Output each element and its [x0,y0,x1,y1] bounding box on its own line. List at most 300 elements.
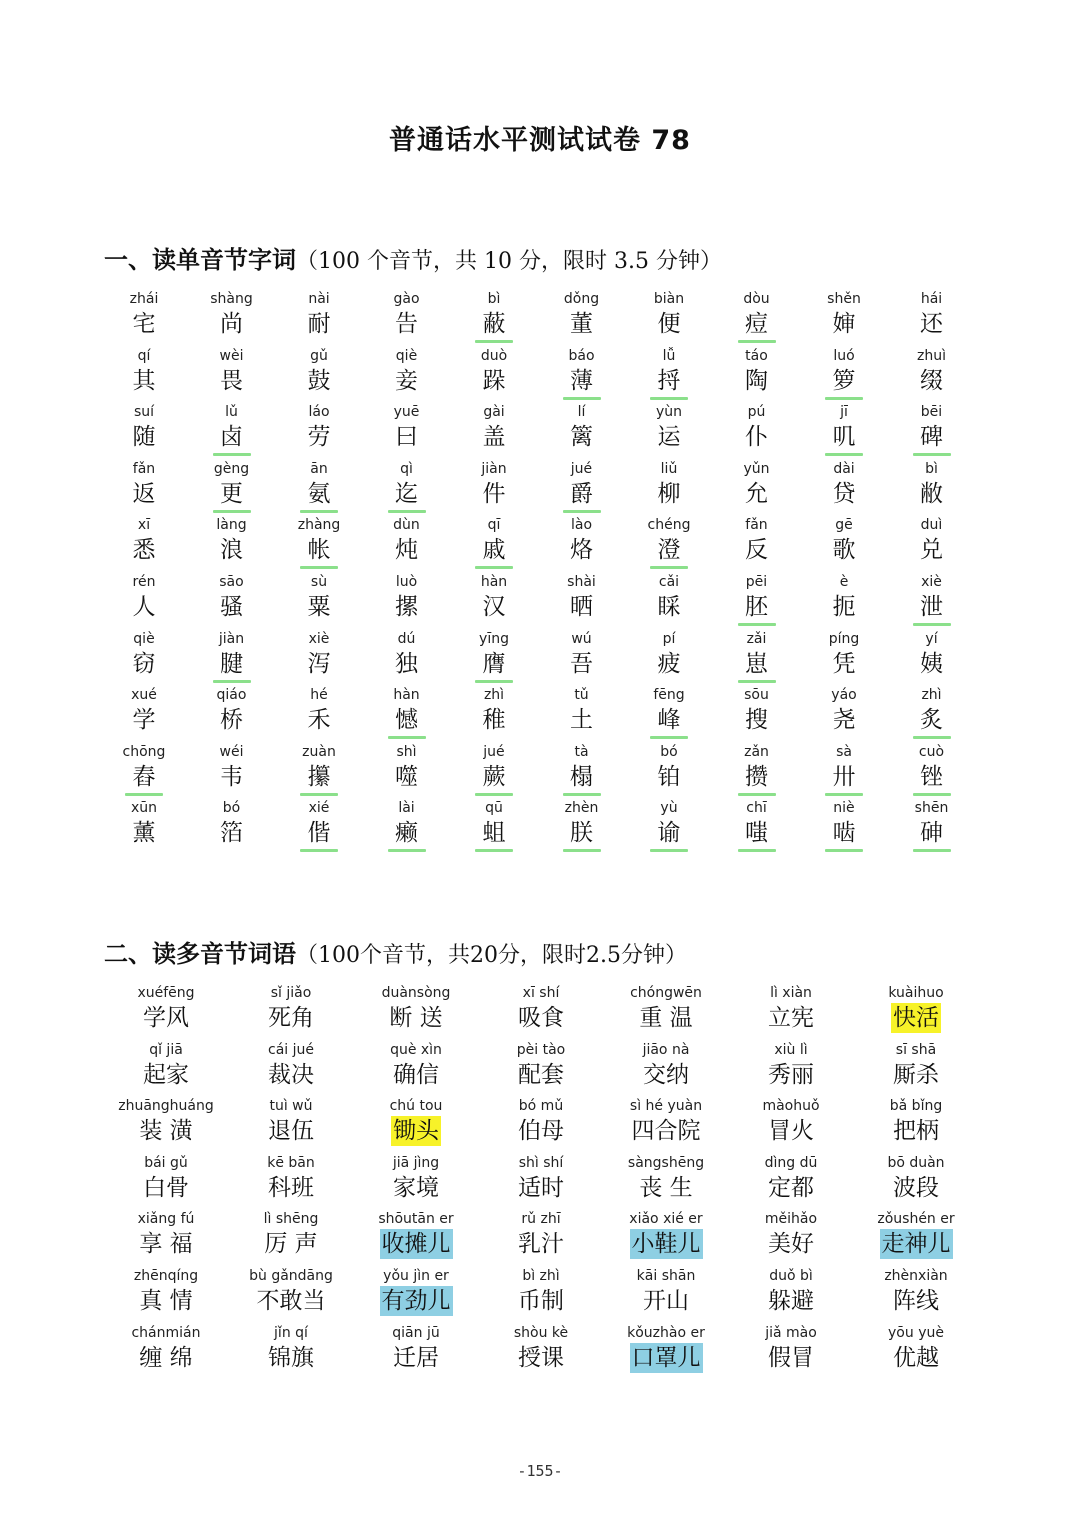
underline-mark [738,623,776,626]
hanzi: 定都 [768,1174,814,1201]
pinyin: jǐn qí [274,1324,308,1341]
word-item [481,1266,601,1316]
word-item [731,1209,851,1259]
word-item [889,459,975,509]
pinyin: fǎn [132,460,156,477]
word-item [276,685,362,735]
pinyin: cǎi [658,574,680,590]
hanzi: 憾 [395,707,418,734]
word-item [856,1040,976,1090]
underline-mark [650,566,688,569]
hanzi: 迁居 [393,1344,439,1371]
pinyin: jiàn [218,630,245,647]
hanzi: 搜 [745,707,768,734]
pinyin: xī shí [522,985,560,1001]
hanzi: 帐 [307,537,331,564]
word-item [481,1209,601,1259]
pinyin: xiè [308,630,330,647]
hanzi: 白骨 [143,1174,189,1201]
pinyin: què xìn [390,1041,442,1058]
pinyin: gē [835,517,853,534]
hanzi: 碑 [920,424,943,451]
hanzi: 膺 [482,650,506,677]
word-item [101,289,187,339]
pinyin: xūn [130,800,158,817]
pinyin: zhàng [297,517,341,534]
hanzi: 睬 [657,594,681,620]
word-item [889,346,975,396]
word-item [231,1153,351,1203]
hanzi: 晒 [570,594,593,620]
hanzi: 吾 [570,650,593,677]
pinyin: jiāo nà [642,1041,690,1058]
pinyin: gèng [213,460,250,477]
pinyin: chéng [647,517,691,534]
word-item [364,289,450,339]
word-item [356,1209,476,1259]
word-item [731,1323,851,1373]
hanzi: 四合院 [631,1118,701,1145]
underline-mark [825,397,863,400]
pinyin: bēi [920,404,943,421]
pinyin: bù gǎndāng [249,1268,333,1284]
word-item [101,402,187,452]
underline-mark [913,736,951,739]
pinyin: lì shēng [263,1211,319,1228]
pinyin: qí [137,347,151,364]
highlighted-word: 有劲儿 [381,1288,451,1314]
page-title: 普通话水平测试试卷 78 [389,125,691,156]
word-item [801,798,887,848]
word-item [189,798,275,848]
underline-mark [650,736,688,739]
underline-mark [738,849,776,852]
pinyin: sōu [744,687,769,704]
pinyin: duǒ bì [769,1268,813,1284]
word-item [356,983,476,1033]
pinyin: yáo [831,687,857,704]
underline-mark [300,849,338,852]
word-item [481,1323,601,1373]
word-item [451,798,537,848]
pinyin: bái gǔ [144,1154,188,1171]
hanzi: 仆 [745,424,768,451]
pinyin: sù [310,574,328,590]
hanzi: 伯母 [518,1118,564,1145]
word-item [889,685,975,735]
pinyin: chóngwēn [630,985,702,1001]
underline-mark [913,623,951,626]
word-item [231,1323,351,1373]
word-item [481,1153,601,1203]
pinyin: bó [660,743,678,760]
pinyin: jué [483,743,505,760]
pinyin: dìng dū [764,1154,818,1171]
pinyin: zhuānghuáng [118,1098,214,1115]
hanzi: 随 [132,424,156,451]
word-item [606,1096,726,1146]
hanzi: 缠 绵 [139,1344,193,1371]
word-item [626,459,712,509]
word-item [106,1040,226,1090]
word-item [189,515,275,565]
hanzi: 允 [745,480,768,507]
hanzi: 厮杀 [893,1061,939,1088]
word-item [364,572,450,622]
hanzi: 人 [132,594,156,620]
word-item [889,289,975,339]
word-item [606,1323,726,1373]
pinyin: hái [920,291,943,307]
hanzi: 享 福 [139,1231,193,1258]
pinyin: zhì [921,687,942,704]
underline-mark [563,397,601,400]
pinyin: yùn [655,404,683,421]
pinyin: gào [393,291,420,307]
underline-mark [825,453,863,456]
pinyin: bó [222,800,241,817]
hanzi: 蛆 [482,820,506,847]
underline-mark [825,849,863,852]
pinyin: qiáo [216,687,247,704]
pinyin: yōu yuè [888,1324,944,1341]
pinyin: zhuì [917,347,946,364]
hanzi: 起家 [143,1061,189,1088]
underline-mark [300,510,338,513]
underline-mark [213,680,251,683]
pinyin: gǔ [310,347,328,364]
word-item [101,572,187,622]
hanzi: 宅 [132,311,156,337]
word-item [626,346,712,396]
hanzi: 妾 [395,367,418,394]
highlighted-word: 口罩儿 [631,1344,701,1371]
pinyin: biàn [653,291,685,307]
word-item [626,515,712,565]
hanzi: 董 [570,311,593,337]
pinyin: tǔ [574,687,589,704]
hanzi: 真 情 [139,1288,193,1314]
hanzi: 兑 [920,537,943,564]
hanzi: 陶 [745,367,768,394]
hanzi: 配套 [518,1061,564,1088]
hanzi: 峰 [657,707,681,734]
word-item [714,798,800,848]
hanzi: 韦 [220,763,243,790]
underline-mark [388,510,426,513]
word-item [364,459,450,509]
pinyin: lài [398,800,415,817]
word-item [856,1209,976,1259]
pinyin: tà [574,743,589,760]
pinyin: shōutān er [378,1211,454,1228]
hanzi: 便 [657,311,681,337]
pinyin: làng [216,517,247,534]
pinyin: bì [925,460,938,477]
hanzi: 氨 [307,480,331,507]
word-item [451,572,537,622]
pinyin: táo [745,347,768,364]
pinyin: sī shā [895,1041,937,1058]
pinyin: qī [487,517,501,534]
hanzi: 疲 [657,650,681,677]
pinyin: pí [662,630,676,647]
pinyin: bō duàn [887,1154,945,1171]
word-item [101,742,187,792]
pinyin: kǒuzhào er [627,1324,705,1341]
hanzi: 凭 [832,650,856,677]
pinyin: chī [746,800,767,817]
hanzi: 烙 [570,537,593,564]
word-item [856,1153,976,1203]
hanzi: 稚 [482,707,506,734]
word-item [856,983,976,1033]
hanzi: 迄 [395,480,418,507]
hanzi: 柳 [657,480,681,507]
hanzi: 攥 [307,763,331,790]
pinyin: yīng [479,630,509,647]
pinyin: nài [308,291,330,307]
pinyin: shěn [827,291,861,307]
hanzi: 件 [482,480,506,507]
hanzi: 曰 [395,424,418,451]
hanzi: 跺 [482,367,506,394]
pinyin: báo [568,347,595,364]
hanzi: 盖 [482,424,506,451]
pinyin: kāi shān [636,1268,696,1284]
pinyin: shēn [914,800,949,817]
word-item [801,346,887,396]
word-item [189,346,275,396]
hanzi: 美好 [768,1231,814,1258]
hanzi: 窃 [132,650,156,677]
hanzi: 婶 [832,311,856,337]
word-item [481,1096,601,1146]
hanzi: 箔 [220,820,243,847]
word-item [714,629,800,679]
word-item [364,402,450,452]
pinyin: xié [308,800,330,817]
pinyin: zhènxiàn [884,1268,948,1284]
word-item [606,1209,726,1259]
underline-mark [475,849,513,852]
hanzi: 学风 [143,1005,189,1031]
word-item [539,515,625,565]
hanzi: 桥 [220,707,243,734]
pinyin: duì [920,517,943,534]
hanzi: 确信 [393,1061,439,1088]
word-item [539,798,625,848]
hanzi: 崽 [745,650,768,677]
pinyin: kē bān [267,1154,315,1171]
pinyin: dòu [743,291,770,307]
pinyin: láo [308,404,330,421]
hanzi: 篱 [570,424,593,451]
word-item [276,572,362,622]
hanzi: 适时 [518,1174,564,1201]
hanzi: 缀 [920,367,943,394]
pinyin: jiàn [481,460,507,477]
underline-mark [300,566,338,569]
hanzi: 澄 [657,537,681,564]
pinyin: wèi [219,347,244,364]
word-item [539,289,625,339]
pinyin: hàn [480,574,508,590]
word-item [481,1040,601,1090]
hanzi: 谕 [657,820,681,847]
pinyin: zhēnqíng [133,1268,199,1284]
underline-mark [913,453,951,456]
pinyin: jué [570,460,593,477]
underline-mark [475,793,513,796]
underline-mark [563,793,601,796]
pinyin: rǔ zhī [521,1211,561,1228]
pinyin: zǎi [746,630,767,647]
underline-mark [475,566,513,569]
hanzi: 箩 [832,367,856,394]
hanzi: 姨 [920,650,943,677]
pinyin: xiǎng fú [137,1211,195,1228]
pinyin: qū [485,800,503,817]
pinyin: qǐ jiā [149,1041,183,1058]
hanzi: 授课 [518,1344,564,1371]
hanzi: 粟 [307,594,331,620]
pinyin: sǐ jiǎo [270,985,312,1001]
hanzi: 阵线 [893,1288,939,1314]
word-item [451,459,537,509]
pinyin: gài [483,404,505,421]
word-item [626,402,712,452]
hanzi: 薄 [570,367,593,394]
word-item [451,402,537,452]
word-item [714,289,800,339]
pinyin: shài [567,574,596,590]
word-item [626,629,712,679]
pinyin: zǒushén er [877,1211,955,1228]
word-item [356,1096,476,1146]
word-item [101,685,187,735]
word-item [276,289,362,339]
hanzi: 锉 [920,763,943,790]
word-item [189,742,275,792]
hanzi: 乳汁 [518,1231,564,1258]
pinyin: hàn [393,687,420,704]
word-item [364,742,450,792]
hanzi: 反 [745,537,768,564]
pinyin: rén [132,574,156,590]
section2-heading [104,934,687,969]
hanzi: 学 [132,707,156,734]
pinyin: chú tou [389,1098,443,1115]
pinyin: pú [747,404,766,421]
word-item [481,983,601,1033]
word-item [189,685,275,735]
word-item [356,1266,476,1316]
pinyin: zhái [129,291,159,307]
hanzi: 立宪 [768,1005,814,1031]
pinyin: jiā jìng [392,1154,440,1171]
word-item [101,515,187,565]
hanzi: 榻 [570,763,593,790]
pinyin: bì [487,291,501,307]
word-item [539,742,625,792]
pinyin: dài [833,460,855,477]
pinyin: zhèn [564,800,599,817]
word-item [276,798,362,848]
hanzi: 叽 [832,424,856,451]
highlighted-word: 锄头 [393,1118,439,1145]
hanzi: 币制 [518,1288,564,1314]
word-item [364,346,450,396]
underline-mark [738,793,776,796]
pinyin: niè [833,800,855,817]
word-item [276,515,362,565]
underline-mark [213,510,251,513]
hanzi: 其 [132,367,156,394]
hanzi: 尚 [220,311,243,337]
word-item [606,1153,726,1203]
pinyin: shì [396,743,417,760]
pinyin: lào [570,517,593,534]
pinyin: luó [833,347,855,364]
pinyin: zhì [483,687,505,704]
hanzi: 卅 [832,763,856,790]
hanzi: 敝 [920,480,943,507]
word-item [451,515,537,565]
word-item [231,1209,351,1259]
hanzi: 吸食 [518,1005,564,1031]
hanzi: 癞 [395,820,418,847]
pinyin: yuē [393,404,420,421]
pinyin: liǔ [660,460,678,477]
hanzi: 蕨 [482,763,506,790]
hanzi: 卤 [220,424,243,451]
underline-mark [388,849,426,852]
word-item [626,798,712,848]
section2-title: 二、读多音节词语 [104,940,296,968]
word-item [714,346,800,396]
hanzi: 痘 [745,311,768,337]
hanzi: 退伍 [268,1118,314,1145]
pinyin: zǎn [744,743,769,760]
word-item [539,459,625,509]
pinyin: bì zhì [522,1268,560,1284]
pinyin: jī [840,404,848,421]
hanzi: 冒火 [768,1118,814,1145]
pinyin: qiè [395,347,418,364]
hanzi: 躲避 [768,1288,814,1314]
hanzi: 更 [220,480,243,507]
hanzi: 禾 [307,707,331,734]
hanzi: 薰 [132,820,156,847]
word-item [606,983,726,1033]
pinyin: wéi [219,743,244,760]
word-item [714,402,800,452]
pinyin: duànsòng [381,985,451,1001]
underline-mark [300,793,338,796]
hanzi: 嗤 [745,820,768,847]
pinyin: chōng [122,743,166,760]
underline-mark [913,793,951,796]
page-number: -155- [517,1462,563,1480]
hanzi: 运 [657,424,681,451]
pinyin: sāo [219,574,244,590]
pinyin: hé [310,687,328,704]
word-item [731,1153,851,1203]
word-item [889,798,975,848]
word-item [889,572,975,622]
hanzi: 裁决 [268,1061,314,1088]
